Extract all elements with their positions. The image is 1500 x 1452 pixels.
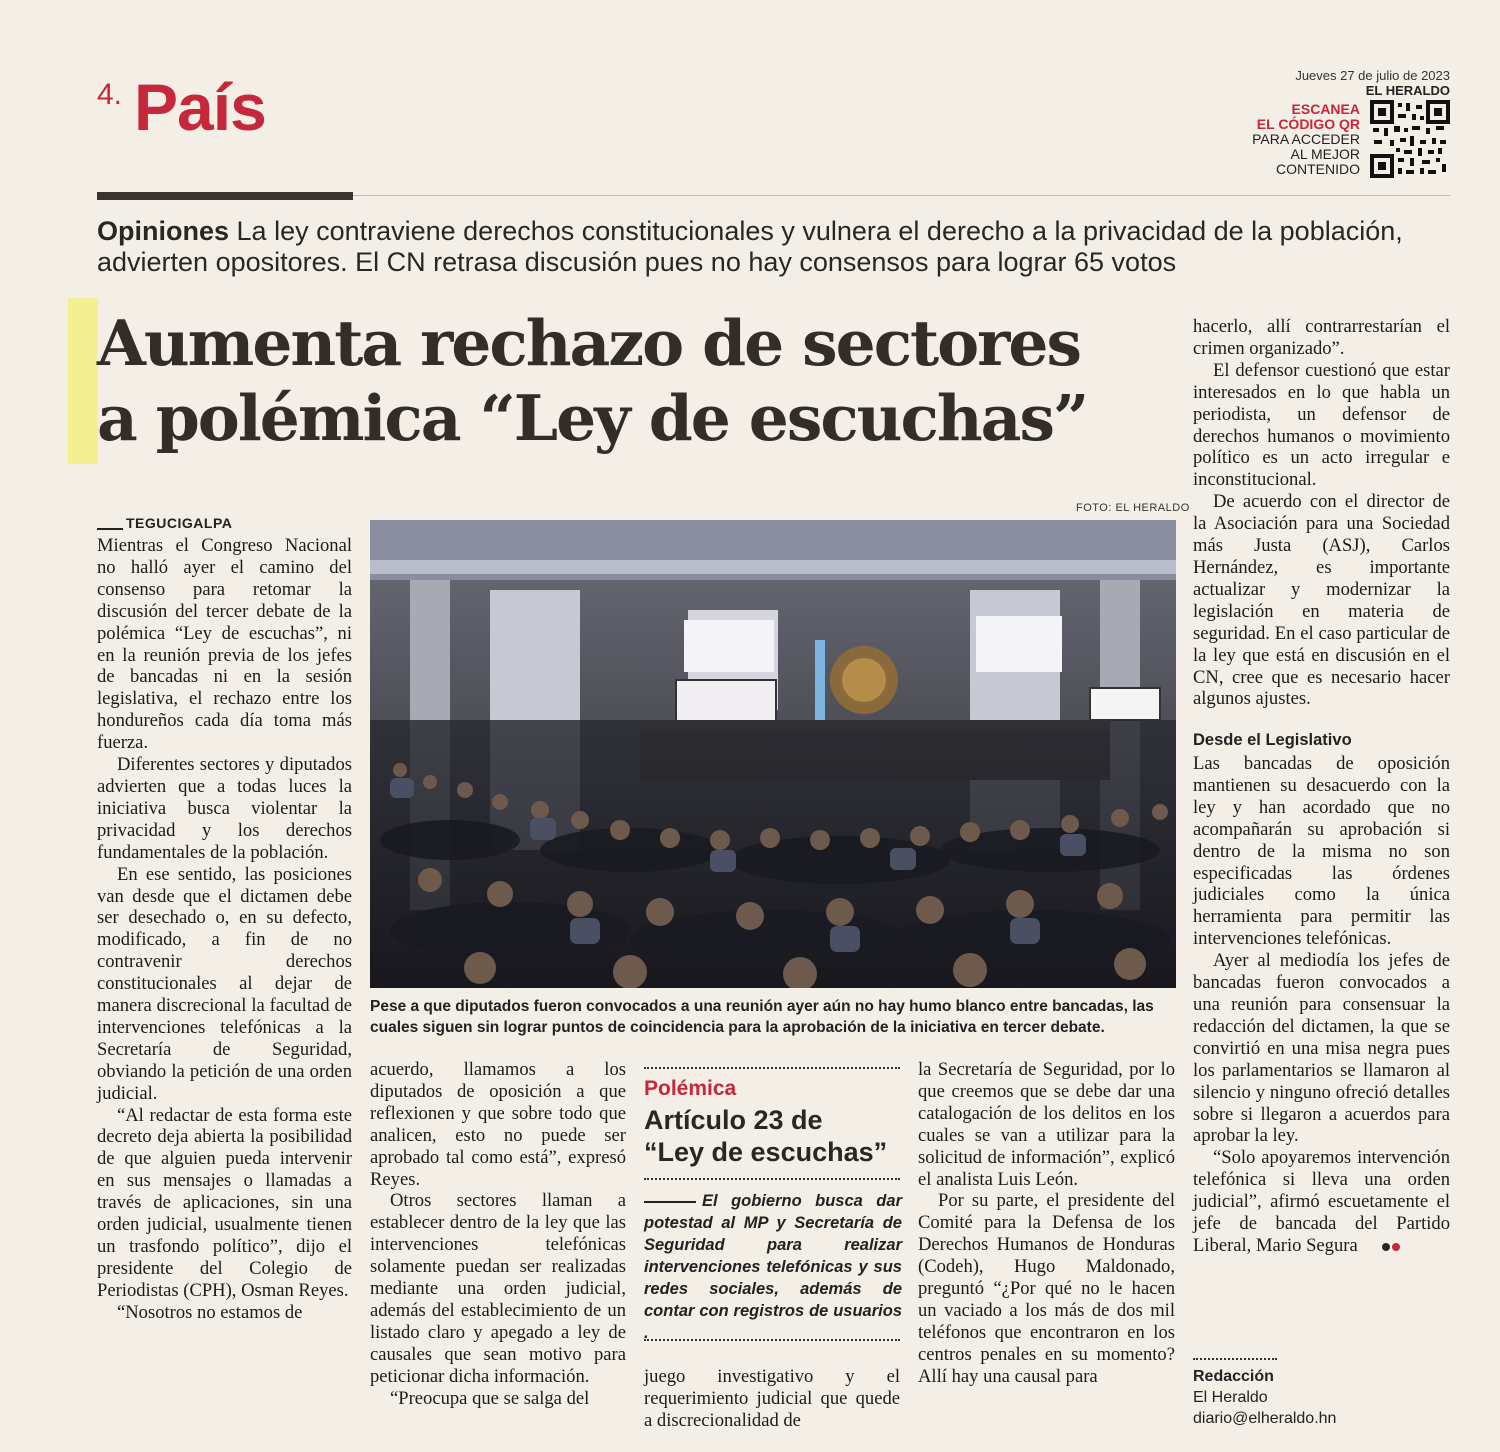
article-paragraph: Diferentes sectores y diputados advierten que a todas luces la iniciativa busca violentar la privacidad y los derechos fundamentales de la población. xyxy=(97,754,352,863)
end-mark-icon xyxy=(1362,1235,1400,1257)
article-column-3 xyxy=(644,1366,900,1432)
congress-photo xyxy=(370,520,1176,988)
qr-callout-line: AL MEJOR xyxy=(1290,146,1360,162)
page-number: 4. xyxy=(97,78,123,111)
dateline: TEGUCIGALPA xyxy=(126,515,233,531)
highlight-marker xyxy=(68,298,98,464)
sidebar-lead-rule xyxy=(644,1201,696,1203)
article-paragraph: “Nosotros no estamos de xyxy=(117,1301,303,1323)
byline-email[interactable]: diario@elheraldo.hn xyxy=(1193,1410,1337,1427)
newspaper-name: EL HERALDO xyxy=(1365,83,1450,98)
qr-callout-line: EL CÓDIGO QR xyxy=(1256,116,1360,132)
qr-callout-line: PARA ACCEDER xyxy=(1252,131,1360,147)
deck-text: La ley contraviene derechos constitucionales y vulnera el derecho a la privacidad de la población, advierten opositores. El CN retrasa discusión pues no hay consensos para lograr 65 votos xyxy=(97,216,1403,277)
subhead: Desde el Legislativo xyxy=(1193,731,1352,749)
photo-credit: FOTO: EL HERALDO xyxy=(1076,502,1190,514)
byline-outlet: El Heraldo xyxy=(1193,1389,1268,1406)
dateline-rule xyxy=(97,528,123,530)
article-paragraph: Mientras el Congreso Nacional no halló ayer el camino del consenso para retomar la discusión del tercer debate de la polémica “Ley de escuchas”, ni en la reunión previa de los jefes de bancadas ni en la sesión legislativa, el rechazo entre los hondureños cada día toma más fuerza. xyxy=(97,535,352,754)
article-paragraph: El defensor cuestionó que estar interesados en lo que habla un periodista, un defensor de derechos humanos o movimiento político es un acto irregular e inconstitucional. xyxy=(1193,359,1450,491)
deck-label: Opiniones xyxy=(97,216,230,246)
sidebar-top-rule xyxy=(644,1067,900,1069)
sidebar-title xyxy=(644,1104,887,1168)
article-paragraph: Otros sectores llaman a establecer dentro de la ley que las intervenciones telefónicas solamente puedan ser realizadas mediante una orden judicial, además del establecimiento de un listado claro y apegado a ley de causales que sean motivo para peticionar dicha información. xyxy=(370,1190,626,1387)
article-paragraph: De acuerdo con el director de la Asociación para una Sociedad más Justa (ASJ), Carlos Hernández, es importante actualizar y modernizar la legislación en materia de seguridad. En el caso particular de la ley que está en discusión en el CN, cree que es necesario hacer algunos ajustes. xyxy=(1193,491,1450,710)
qr-code[interactable] xyxy=(1370,100,1450,178)
qr-callout-line: CONTENIDO xyxy=(1276,161,1360,177)
section-title: País xyxy=(134,70,266,144)
sidebar-title-line: “Ley de escuchas” xyxy=(644,1137,888,1167)
article-column-1 xyxy=(97,535,352,1324)
article-paragraph: En ese sentido, las posiciones van desde que el dictamen debe ser desechado o, en su defecto, modificado, a fin de no contravenir derechos constitucionales al dejar de manera discrecional la facultad de intervenciones telefónicas a la Secretaría de Seguridad, obviando la petición de una orden judicial. xyxy=(97,863,352,1104)
article-paragraph: la Secretaría de Seguridad, por lo que creemos que se debe dar una catalogación de los delitos en los cuales se van a utilizar para la solicitud de información”, explicó el analista Luis León. xyxy=(918,1059,1175,1190)
sidebar-title-line: Artículo 23 de xyxy=(644,1105,823,1135)
article-closing-text: “Solo apoyaremos intervención telefónica si lleva una orden judicial”, afirmó escuetamente el jefe de bancada del Partido Liberal, Mario Segura xyxy=(1193,1147,1450,1256)
byline xyxy=(1193,1366,1336,1429)
sidebar-kicker: Polémica xyxy=(644,1077,737,1100)
headline xyxy=(97,306,1187,456)
headline-line: Aumenta rechazo de sectores xyxy=(97,306,1080,380)
article-column-2 xyxy=(370,1059,626,1410)
article-paragraph: “Preocupa que se salga del xyxy=(390,1387,590,1409)
article-paragraph: Las bancadas de oposición mantienen su desacuerdo con la ley y han acordado que no acompañarán su aprobación si dentro de la misma no son especificadas las órdenes judiciales como la única herramienta para permitir las intervenciones telefónicas. xyxy=(1193,753,1450,950)
headline-line: a polémica “Ley de escuchas” xyxy=(97,381,1088,455)
sidebar-text: El gobierno busca dar potestad al MP y Secretaría de Seguridad para realizar intervenciones telefónicas y sus redes sociales, además de contar con registros de usuarios . xyxy=(644,1192,902,1342)
issue-date: Jueves 27 de julio de 2023 xyxy=(1295,68,1450,83)
photo-caption: Pese a que diputados fueron convocados a una reunión ayer aún no hay humo blanco entre bancadas, las cuales siguen sin lograr puntos de coincidencia para la aprobación de la iniciativa en tercer debate. xyxy=(370,998,1154,1036)
article-paragraph xyxy=(1193,1147,1450,1257)
article-paragraph: juego investigativo y el requerimiento judicial que quede a discrecionalidad de xyxy=(644,1366,900,1431)
article-paragraph: hacerlo, allí contrarrestarían el crimen organizado”. xyxy=(1193,316,1450,359)
sidebar-mid-rule xyxy=(644,1178,900,1180)
byline-label: Redacción xyxy=(1193,1368,1274,1385)
sidebar-bottom-rule xyxy=(644,1339,900,1341)
article-column-5a xyxy=(1193,316,1450,710)
sidebar-text-block xyxy=(644,1190,902,1344)
article-column-4 xyxy=(918,1059,1175,1388)
article-paragraph: acuerdo, llamamos a los diputados de oposición a que reflexionen y que sobre todo que analicen, esto no puede ser aprobado tal como está”, expresó Reyes. xyxy=(370,1059,626,1190)
section-rule xyxy=(97,192,353,200)
article-paragraph: Por su parte, el presidente del Comité para la Defensa de los Derechos Humanos de Honduras (Codeh), Hugo Maldonado, preguntó “¿Por qué no le hacen un vaciado a los más de dos mil teléfonos que encontraron en los centros penales en su momento? Allí hay una causal para xyxy=(918,1190,1175,1387)
byline-rule xyxy=(1193,1358,1277,1360)
qr-callout xyxy=(1252,102,1360,177)
section-rule-thin xyxy=(353,195,1450,196)
article-paragraph: “Al redactar de esta forma este decreto deja abierta la posibilidad de que alguien pueda intervenir en sus mensajes o llamadas a través de aplicaciones, sin una orden judicial, usualmente tienen un trasfondo político”, dijo el presidente del Colegio de Periodistas (CPH), Osman Reyes. xyxy=(97,1104,352,1301)
deck xyxy=(97,216,1457,278)
qr-callout-line: ESCANEA xyxy=(1291,101,1360,117)
article-paragraph: Ayer al mediodía los jefes de bancadas fueron convocados a una reunión para consensuar la redacción del dictamen, la que se convirtió en una misa negra pues los parlamentarios se llamaron al silencio y ninguno ofreció detalles sobre si llegaron a acuerdos para aprobar la ley. xyxy=(1193,950,1450,1147)
article-column-5b xyxy=(1193,753,1450,1257)
